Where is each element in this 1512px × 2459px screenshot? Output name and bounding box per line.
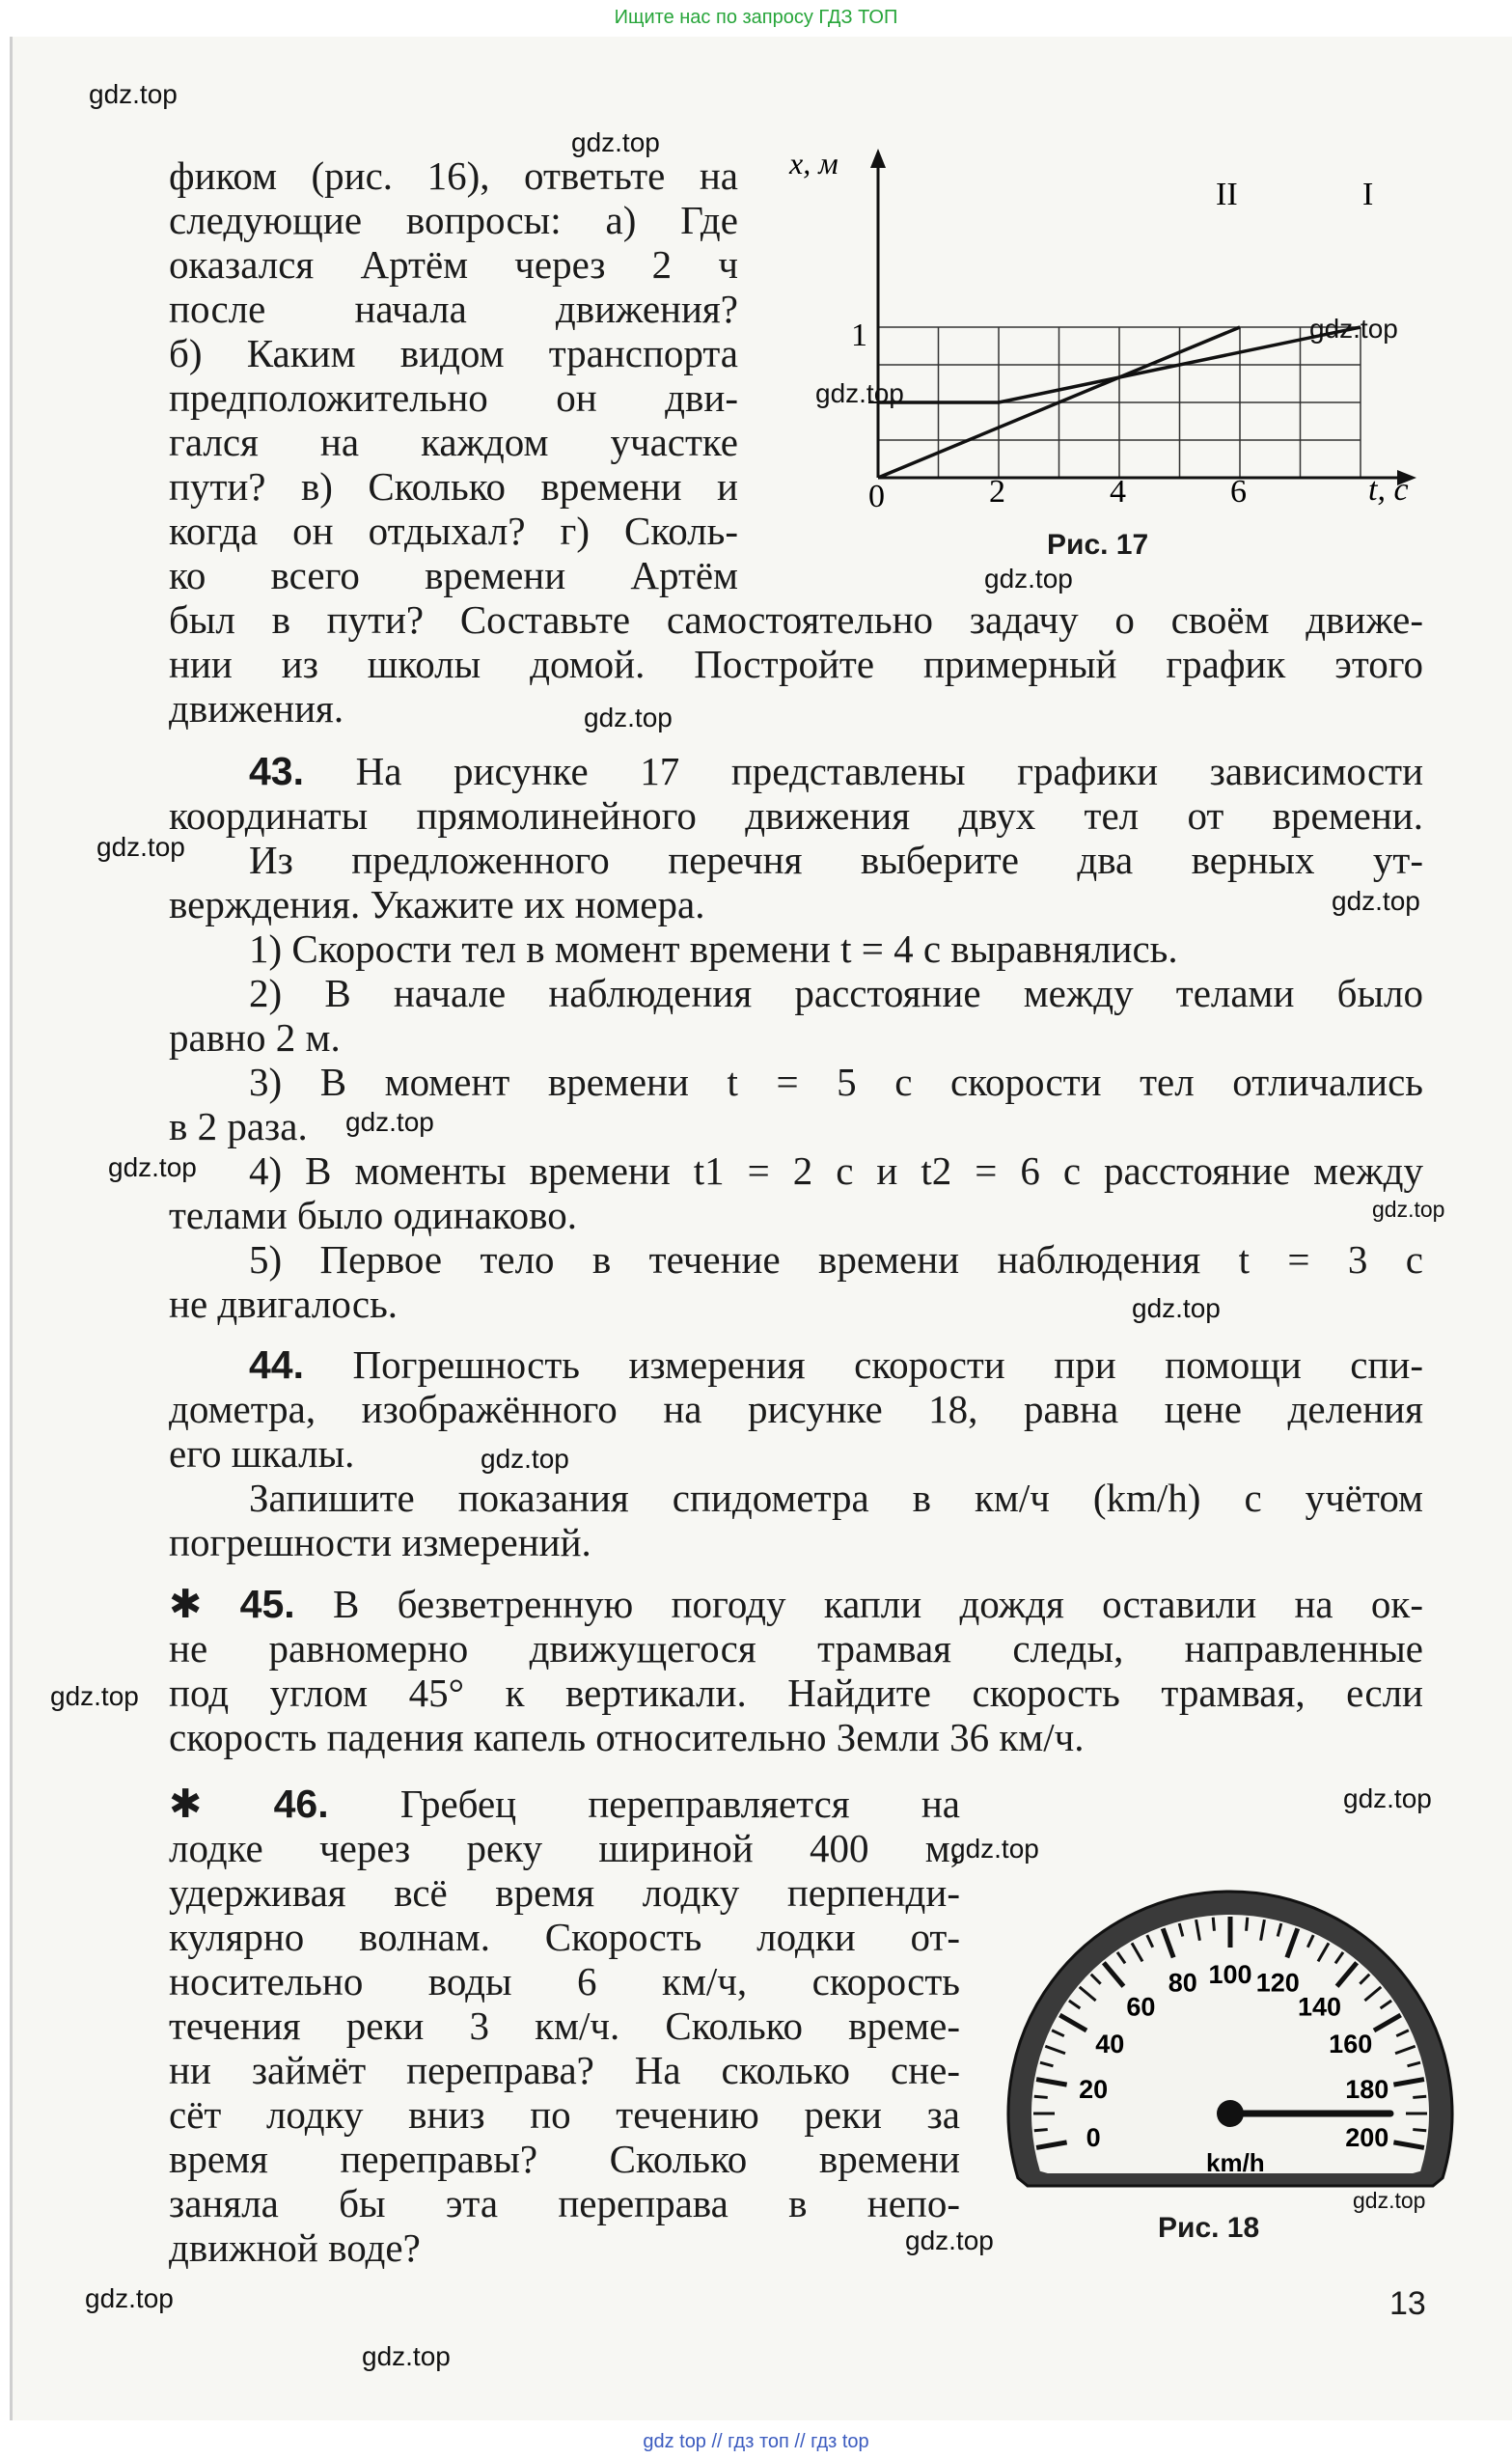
watermark: gdz.top [1372, 1197, 1445, 1222]
figure-18-speedometer [1003, 1882, 1457, 2200]
answer-option-5-cont: не двигалось. [169, 1282, 399, 1326]
dial-label: 180 [1345, 2074, 1389, 2104]
text-line: был в пути? Составьте самостоятельно задачу о своём движе- [169, 597, 1423, 642]
top-banner[interactable]: Ищите нас по запросу ГДЗ ТОП [614, 7, 898, 28]
watermark: gdz.top [1343, 1783, 1432, 1813]
series-label-I: I [1362, 177, 1374, 212]
text-line: не равномерно движущегося трамвая следы, направленные [169, 1626, 1423, 1671]
text-line: следующие вопросы: а) Где [169, 198, 738, 242]
text-line: движения. [169, 686, 344, 731]
watermark: gdz.top [50, 1681, 139, 1711]
text-line: ко всего времени Артём [169, 553, 738, 597]
watermark: gdz.top [1353, 2188, 1426, 2213]
text-line [169, 1781, 960, 1827]
watermark: gdz.top [584, 703, 673, 732]
text-line: кулярно волнам. Скорость лодки от- [169, 1915, 960, 1959]
text-line: Из предложенного перечня выберите два верных ут- [249, 838, 1423, 882]
watermark: gdz.top [345, 1107, 434, 1137]
text-line: Запишите показания спидометра в км/ч (km/h) с учётом [249, 1476, 1423, 1520]
page-number: 13 [1389, 2285, 1426, 2322]
asterisk-icon: ✱ [169, 1781, 203, 1827]
text-line: оказался Артём через 2 ч [169, 242, 738, 287]
text-line: удерживая всё время лодку перпенди- [169, 1870, 960, 1915]
watermark: gdz.top [89, 79, 178, 109]
watermark: gdz.top [362, 2341, 451, 2371]
answer-option-5: 5) Первое тело в течение времени наблюдения t = 3 с [249, 1237, 1423, 1282]
text-line: предположительно он дви- [169, 375, 738, 420]
text-line: скорость падения капель относительно Земли 36 км/ч. [169, 1715, 1085, 1759]
problem-text: В безветренную погоду капли дождя оставили на ок- [332, 1582, 1424, 1626]
dial-label: 40 [1095, 2030, 1125, 2058]
text-line: течения реки 3 км/ч. Сколько време- [169, 2003, 960, 2048]
text-line: гался на каждом участке [169, 420, 738, 464]
x-tick-label: 4 [1110, 474, 1126, 510]
text-line: пути? в) Сколько времени и [169, 464, 738, 509]
figure-18-caption: Рис. 18 [1158, 2212, 1260, 2244]
asterisk-icon: ✱ [169, 1581, 203, 1627]
text-line: погрешности измерений. [169, 1520, 591, 1564]
text-line: фиком (рис. 16), ответьте на [169, 153, 738, 198]
answer-option-1: 1) Скорости тел в момент времени t = 4 с выравнялись. [249, 926, 1178, 971]
dial-label: 60 [1126, 1992, 1156, 2022]
watermark: gdz.top [108, 1152, 197, 1182]
watermark: gdz.top [984, 564, 1073, 594]
text-line: когда он отдыхал? г) Сколь- [169, 509, 738, 553]
dial-label: 100 [1208, 1960, 1252, 1989]
answer-option-2-cont: равно 2 м. [169, 1015, 341, 1060]
dial-label: 120 [1255, 1968, 1300, 1998]
x-tick-label: 2 [989, 474, 1005, 510]
watermark: gdz.top [1309, 314, 1398, 344]
watermark: gdz.top [96, 832, 185, 862]
speedometer-unit: km/h [1206, 2148, 1265, 2177]
dial-tick [1413, 2130, 1426, 2131]
text-line: сёт лодку вниз по течению реки за [169, 2092, 960, 2137]
text-line [249, 748, 1423, 794]
dial-tick [1413, 2096, 1426, 2097]
speedometer-hub [1217, 2100, 1244, 2127]
answer-option-4: 4) В моменты времени t1 = 2 с и t2 = 6 с расстояние между [249, 1148, 1423, 1193]
answer-option-3: 3) В момент времени t = 5 с скорости тел отличались [249, 1060, 1423, 1104]
watermark: gdz.top [85, 2283, 174, 2313]
problem-text: Погрешность измерения скорости при помощи спи- [352, 1342, 1423, 1387]
answer-option-4-cont: телами было одинаково. [169, 1193, 577, 1237]
text-line: ни займёт переправа? На сколько сне- [169, 2048, 960, 2092]
dial-label: 0 [1086, 2123, 1101, 2153]
problem-number: 43. [249, 749, 304, 793]
dial-label: 80 [1168, 1968, 1197, 1998]
text-line: движной воде? [169, 2225, 421, 2270]
text-line: носительно воды 6 км/ч, скорость [169, 1959, 960, 2003]
text-line: лодке через реку шириной 400 м, [169, 1826, 960, 1870]
watermark: gdz.top [481, 1444, 569, 1474]
dial-label: 160 [1329, 2030, 1373, 2058]
watermark: gdz.top [815, 378, 904, 408]
watermark: gdz.top [950, 1834, 1039, 1864]
text-line [249, 1341, 1423, 1388]
problem-number: 46. [273, 1782, 329, 1826]
problem-number: 44. [249, 1342, 304, 1387]
problem-text: На рисунке 17 представлены графики зависимости [355, 749, 1424, 793]
watermark: gdz.top [1132, 1293, 1221, 1323]
text-line: время переправы? Сколько времени [169, 2137, 960, 2181]
text-line: под углом 45° к вертикали. Найдите скорость трамвая, если [169, 1671, 1423, 1715]
y-tick-label: 1 [851, 318, 867, 353]
text-line: дометра, изображённого на рисунке 18, равна цене деления [169, 1387, 1423, 1431]
dial-tick [1213, 1918, 1214, 1931]
dial-label: 20 [1079, 2074, 1109, 2104]
dial-label: 140 [1298, 1992, 1342, 2022]
y-axis-label: x, м [789, 146, 838, 180]
text-line: нии из школы домой. Постройте примерный график этого [169, 642, 1423, 686]
watermark: gdz.top [571, 127, 660, 157]
text-line: б) Каким видом транспорта [169, 331, 738, 375]
y-axis-arrow [870, 149, 886, 168]
x-axis-label: t, с [1368, 472, 1409, 508]
x-tick-label: 0 [868, 479, 885, 514]
problem-text: Гребец переправляется на [399, 1782, 960, 1826]
answer-option-2: 2) В начале наблюдения расстояние между телами было [249, 971, 1423, 1015]
text-line: координаты прямолинейного движения двух тел от времени. [169, 793, 1423, 838]
text-line: после начала движения? [169, 287, 738, 331]
text-line: заняла бы эта переправа в непо- [169, 2181, 960, 2225]
text-line [169, 1581, 1423, 1627]
text-line: его шкалы. [169, 1431, 355, 1476]
bottom-banner[interactable]: gdz top // гдз топ // гдз top [643, 2431, 869, 2452]
dial-tick [1034, 2096, 1048, 2097]
dial-label: 200 [1345, 2123, 1389, 2153]
watermark: gdz.top [905, 2225, 994, 2255]
dial-tick [1034, 2130, 1048, 2131]
x-tick-label: 6 [1230, 474, 1247, 510]
problem-number: 45. [239, 1582, 295, 1626]
figure-17-caption: Рис. 17 [1047, 529, 1149, 561]
dial-tick [1247, 1918, 1248, 1931]
series-label-II: II [1216, 177, 1238, 212]
watermark: gdz.top [1332, 886, 1420, 916]
text-line: верждения. Укажите их номера. [169, 882, 705, 926]
answer-option-3-cont: в 2 раза. [169, 1104, 308, 1148]
